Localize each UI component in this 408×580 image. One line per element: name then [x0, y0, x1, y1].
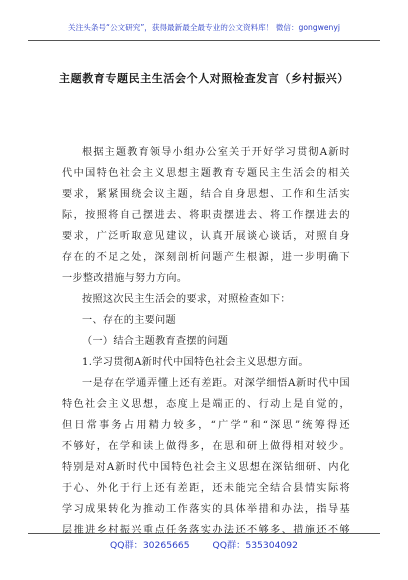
paragraph-line: 根据主题教育领导小组办公室关于开好学习贯彻A新时	[82, 147, 350, 158]
paragraph-line: 但日常事务占用精力较多，“广学”和“深思”统筹得还	[62, 420, 350, 431]
paragraph-line: 际，按照将自己摆进去、将职责摆进去、将工作摆进去的	[62, 210, 350, 221]
footer-divider	[28, 533, 380, 534]
paragraph-line: 存在的不足之处，深刻剖析问题产生根源，进一步明确下	[62, 252, 350, 263]
footer-banner	[0, 537, 408, 551]
paragraph-line: 要求，紧紧围绕会议主题，结合自身思想、工作和生活实	[62, 189, 350, 200]
document-title: 主题教育专题民主生活会个人对照检查发言（乡村振兴）	[59, 72, 349, 85]
promo-banner: 关注头条号“公文研究”，获得最新最全最专业的公文资料库！ 微信：gongwenyj	[68, 23, 340, 32]
paragraph-line: 层推进乡村振兴重点任务落实办法还不够多、措施还不够	[62, 525, 350, 536]
paragraph-line: 代中国特色社会主义思想主题教育专题民主生活会的相关	[62, 168, 350, 179]
paragraph-line: 不够好，在学和读上做得多，在思和研上做得相对较少。	[62, 441, 350, 452]
item-heading: 1.学习贯彻A新时代中国特色社会主义思想方面。	[82, 357, 309, 368]
paragraph-line: 一步整改措施与努力方向。	[62, 273, 188, 284]
paragraph-line: 按照这次民主生活会的要求，对照检查如下：	[82, 294, 291, 305]
section-heading: 一、存在的主要问题	[82, 315, 176, 326]
paragraph-line: 特别是对A新时代中国特色社会主义思想在深钻细研、内化	[62, 462, 350, 473]
paragraph-line: 于心、外化于行上还有差距，还未能完全结合县情实际将	[62, 483, 350, 494]
paragraph-line: 一是存在学通弄懂上还有差距。对深学细悟A新时代中国	[82, 378, 350, 389]
header-divider	[28, 40, 380, 41]
qq-group-1: QQ群：30265665	[110, 540, 190, 551]
paragraph-line: 学习成果转化为推动工作落实的具体举措和办法，指导基	[62, 504, 350, 515]
paragraph-line: 要求，广泛听取意见建议，认真开展谈心谈话，对照自身	[62, 231, 350, 242]
qq-group-2: QQ群：535304092	[212, 540, 298, 551]
paragraph-line: 特色社会主义思想，态度上是端正的、行动上是自觉的，	[62, 399, 350, 410]
subsection-heading: （一）结合主题教育查摆的问题	[82, 336, 229, 347]
